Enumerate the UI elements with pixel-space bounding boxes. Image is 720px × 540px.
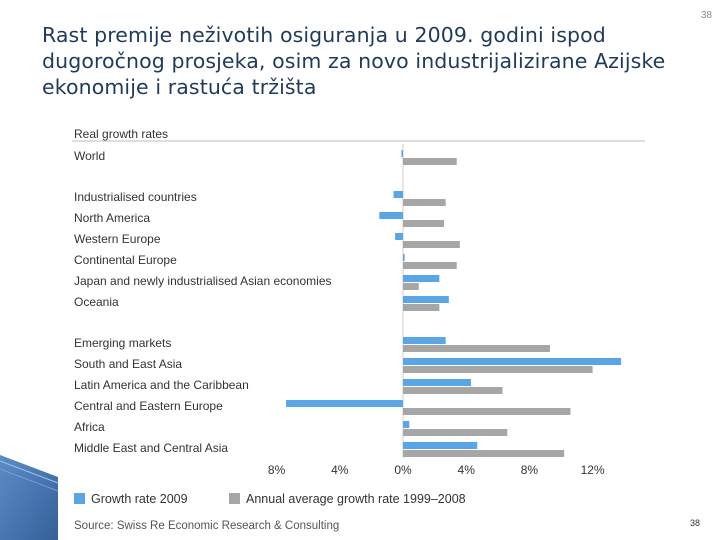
bar-average-1999-2008 [403, 345, 550, 352]
bar-growth-2009 [403, 254, 405, 261]
bar-growth-2009 [403, 337, 446, 344]
bar-growth-2009 [403, 421, 409, 428]
category-label: Industrialised countries [74, 190, 197, 204]
bar-average-1999-2008 [403, 304, 439, 311]
bar-growth-2009 [401, 150, 403, 157]
bar-average-1999-2008 [403, 241, 460, 248]
bar-average-1999-2008 [403, 199, 446, 206]
bar-growth-2009 [395, 233, 403, 240]
bar-growth-2009 [403, 275, 439, 282]
category-label: Emerging markets [74, 336, 172, 350]
category-label: Oceania [74, 295, 119, 309]
category-label: Japan and newly industrialised Asian economies [74, 274, 332, 288]
category-label: Central and Eastern Europe [74, 399, 223, 413]
slide-number-bottom: 38 [690, 518, 701, 528]
category-label: Continental Europe [74, 253, 177, 267]
legend-swatch-growth-2009 [74, 493, 85, 504]
bar-growth-2009 [403, 296, 449, 303]
bar-average-1999-2008 [403, 366, 593, 373]
bar-average-1999-2008 [403, 450, 564, 457]
bar-growth-2009 [379, 212, 403, 219]
category-label: World [74, 149, 106, 163]
bar-average-1999-2008 [403, 283, 419, 290]
slide-number-top: 38 [700, 10, 712, 21]
bar-average-1999-2008 [403, 387, 503, 394]
bar-average-1999-2008 [403, 220, 444, 227]
category-label: North America [74, 211, 151, 225]
bar-growth-2009 [403, 442, 477, 449]
x-tick-label: 8% [520, 463, 539, 477]
bar-growth-2009 [286, 400, 403, 407]
slide-title: Rast premije neživotih osiguranja u 2009. godini ispod dugoročnog prosjeka, osim za novo industrijalizirane Azijske ekonomije i rastuća tržišta [42, 23, 666, 99]
bar-growth-2009 [403, 379, 471, 386]
x-tick-label: 0% [394, 463, 412, 477]
legend-label-growth-2009: Growth rate 2009 [91, 492, 188, 506]
chart-source: Source: Swiss Re Economic Research & Consulting [74, 520, 340, 532]
category-label: Latin America and the Caribbean [74, 378, 249, 392]
bar-growth-2009 [403, 358, 621, 365]
legend-label-average: Annual average growth rate 1999–2008 [246, 492, 466, 506]
category-label: Middle East and Central Asia [74, 441, 229, 455]
bar-average-1999-2008 [403, 158, 457, 165]
chart-header-label: Real growth rates [74, 127, 169, 141]
legend-swatch-average [229, 493, 240, 504]
category-label: Africa [74, 420, 105, 434]
bar-growth-2009 [394, 191, 403, 198]
bar-average-1999-2008 [403, 408, 570, 415]
category-label: South and East Asia [74, 357, 183, 371]
x-tick-label: 4% [457, 463, 475, 477]
x-tick-label: 4% [331, 463, 349, 477]
bar-average-1999-2008 [403, 262, 457, 269]
x-tick-label: 8% [267, 463, 286, 477]
x-tick-label: 12% [580, 463, 605, 477]
category-label: Western Europe [74, 232, 161, 246]
bar-average-1999-2008 [403, 429, 507, 436]
